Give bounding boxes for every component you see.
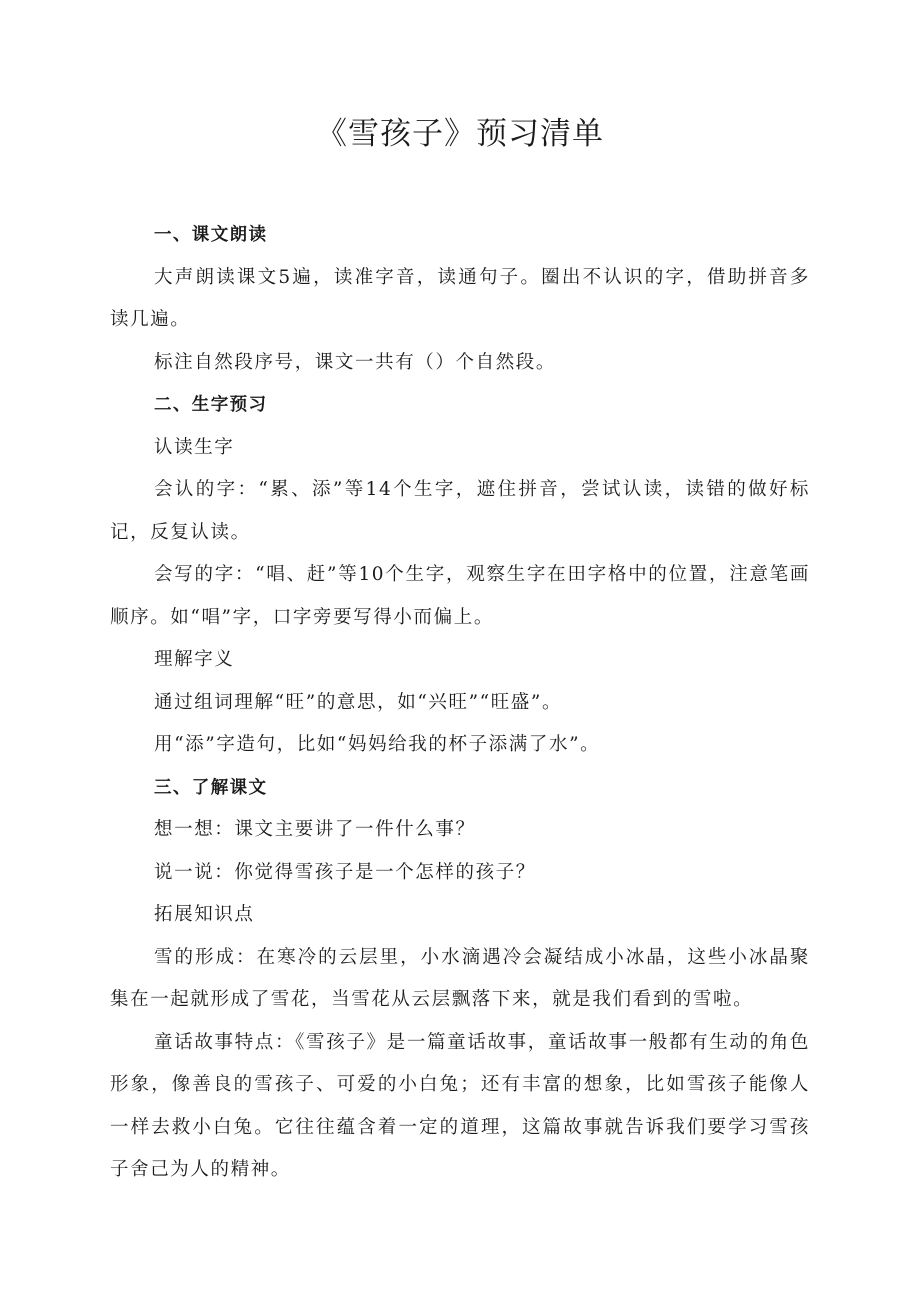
section-heading-understanding: 三、了解课文: [154, 777, 268, 798]
paragraph: 说一说：你觉得雪孩子是一个怎样的孩子？: [154, 861, 536, 883]
page-title: 《雪孩子》预习清单: [316, 116, 604, 152]
paragraph: 大声朗读课文5遍，读准字音，读通句子。圈出不认识的字，借助拼音多读几遍。: [110, 266, 810, 330]
subheading: 理解字义: [154, 649, 235, 670]
paragraph: 会认的字：“累、添”等14个生字，遮住拼音，尝试认读，读错的做好标记，反复认读。: [110, 479, 810, 543]
document-body: [110, 214, 810, 1192]
paragraph: 会写的字：“唱、赶”等10个生字，观察生字在田字格中的位置，注意笔画顺序。如“唱”字，口字旁要写得小而偏上。: [110, 564, 810, 628]
paragraph: 通过组词理解“旺”的意思，如“兴旺”“旺盛”。: [154, 691, 563, 713]
subheading: 认读生字: [154, 436, 235, 458]
paragraph: 用“添”字造句，比如“妈妈给我的杯子添满了水”。: [154, 734, 601, 755]
paragraph: 童话故事特点：《雪孩子》是一篇童话故事，童话故事一般都有生动的角色形象，像善良的雪孩子、可爱的小白兔；还有丰富的想象，比如雪孩子能像人一样去救小白兔。它往往蕴含着一定的道理，这篇故事就告诉我们要学习雪孩子舍己为人的精神。: [110, 1031, 810, 1180]
paragraph: 雪的形成：在寒冷的云层里，小水滴遇冷会凝结成小冰晶，这些小冰晶聚集在一起就形成了雪花，当雪花从云层飘落下来，就是我们看到的雪啦。: [110, 946, 810, 1010]
paragraph: 标注自然段序号，课文一共有（）个自然段。: [154, 351, 557, 373]
section-heading-reading: 一、课文朗读: [154, 225, 268, 245]
section-heading-characters: 二、生字预习: [154, 395, 268, 415]
subheading: 拓展知识点: [154, 904, 255, 925]
paragraph: 想一想：课文主要讲了一件什么事？: [154, 819, 476, 840]
